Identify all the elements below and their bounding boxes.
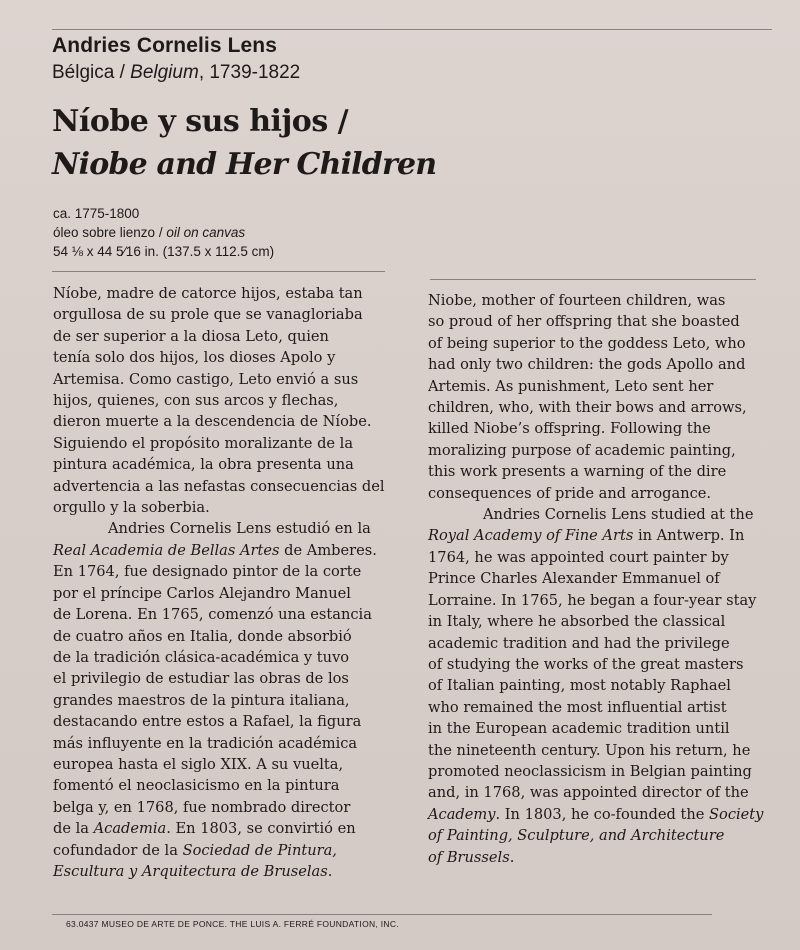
artwork-date: ca. 1775-1800 <box>53 206 140 221</box>
society-name-spanish: Sociedad de Pintura, <box>182 841 337 859</box>
text-line: fomentó el neoclasicismo en la pintura <box>53 777 340 795</box>
text-line: tenía solo dos hijos, los dioses Apolo y <box>53 349 336 367</box>
text-line: consequences of pride and arrogance. <box>428 484 712 502</box>
text-line: Siguiendo el propósito moralizante de la <box>53 434 354 452</box>
text-line: de ser superior a la diosa Leto, quien <box>53 327 329 345</box>
text-line: who remained the most influential artist <box>428 698 727 716</box>
text-line: pintura académica, la obra presenta una <box>53 456 354 474</box>
text-line: grandes maestros de la pintura italiana, <box>53 691 350 709</box>
artwork-medium <box>53 223 274 242</box>
english-column-rule <box>430 279 756 280</box>
spanish-description <box>53 283 393 882</box>
origin-spanish: Bélgica / <box>52 62 131 83</box>
artwork-dimensions: 54 ⅛ x 44 5⁄16 in. (137.5 x 112.5 cm) <box>53 244 275 259</box>
text-line <box>428 847 748 868</box>
text-line: Níobe, madre de catorce hijos, estaba tan <box>53 285 363 302</box>
text-line <box>53 861 393 882</box>
artwork-details <box>53 204 274 261</box>
medium-spanish: óleo sobre lienzo / <box>53 225 167 240</box>
text-line: belga y, en 1768, fue nombrado director <box>53 798 351 816</box>
text-line: dieron muerte a la descendencia de Níobe. <box>53 413 372 431</box>
text-line <box>53 818 393 839</box>
text-line: had only two children: the gods Apollo and <box>428 356 746 374</box>
credit-line: 63.0437 MUSEO DE ARTE DE PONCE. THE LUIS A. FERRÉ FOUNDATION, INC. <box>66 919 399 929</box>
text-line: so proud of her offspring that she boasted <box>428 313 740 331</box>
text-line: hijos, quienes, con sus arcos y flechas, <box>53 392 339 410</box>
origin-english: Belgium <box>130 62 199 83</box>
society-name-spanish-cont: Escultura y Arquitectura de Bruselas <box>53 862 328 880</box>
text-line: Lorraine. In 1765, he began a four-year stay <box>428 591 757 609</box>
text-line: Artemis. As punishment, Leto sent her <box>428 377 714 395</box>
english-paragraph-1 <box>428 290 748 504</box>
english-paragraph-2 <box>428 504 764 868</box>
text-fragment: de Amberes. <box>279 541 377 559</box>
text-line: de la tradición clásica-académica y tuvo <box>53 648 350 666</box>
text-fragment: . <box>327 862 333 880</box>
text-fragment: . <box>509 848 515 866</box>
text-fragment: . In 1803, he co-founded the <box>495 805 710 823</box>
text-line: más influyente en la tradición académica <box>53 734 358 752</box>
english-description <box>428 290 764 868</box>
text-line: Andries Cornelis Lens estudió en la <box>108 520 371 538</box>
text-line: Prince Charles Alexander Emmanuel of <box>428 570 720 588</box>
spanish-column-rule <box>52 271 385 272</box>
academy-name-english: Royal Academy of Fine Arts <box>428 527 634 545</box>
text-line: in Italy, where he absorbed the classical <box>428 613 726 631</box>
academy-italic: Academy <box>428 805 496 823</box>
medium-english: oil on canvas <box>166 225 246 240</box>
text-line <box>428 804 764 825</box>
artist-origin <box>52 62 300 84</box>
text-line: and, in 1768, was appointed director of the <box>428 784 749 802</box>
society-name-english-cont: of Brussels <box>428 848 510 866</box>
text-line: the nineteenth century. Upon his return, he <box>428 741 751 759</box>
artist-dates: , 1739-1822 <box>198 62 301 83</box>
text-line: por el príncipe Carlos Alejandro Manuel <box>53 584 351 602</box>
text-line: killed Niobe’s offspring. Following the <box>428 420 711 438</box>
text-line: academic tradition and had the privilege <box>428 634 730 652</box>
text-line <box>428 825 748 846</box>
text-fragment: cofundador de la <box>53 841 183 859</box>
spanish-paragraph-2 <box>53 518 393 882</box>
text-line: europea hasta el siglo XIX. A su vuelta, <box>53 755 344 773</box>
society-name-english: of Painting, Sculpture, and Architecture <box>428 827 725 845</box>
artwork-title-spanish: Níobe y sus hijos / <box>52 104 349 139</box>
artist-name: Andries Cornelis Lens <box>52 34 277 57</box>
text-line: in the European academic tradition until <box>428 720 730 738</box>
text-line: En 1764, fue designado pintor de la corte <box>53 563 362 581</box>
text-line: of being superior to the goddess Leto, who <box>428 334 746 352</box>
text-line: children, who, with their bows and arrows, <box>428 399 747 417</box>
footer-rule <box>52 914 712 915</box>
text-fragment: in Antwerp. In <box>633 527 745 545</box>
text-line: advertencia a las nefastas consecuencias del <box>53 477 385 495</box>
text-line: el privilegio de estudiar las obras de los <box>53 670 349 688</box>
text-fragment: . En 1803, se convirtió en <box>166 820 356 838</box>
academy-name-spanish: Real Academia de Bellas Artes <box>53 541 280 559</box>
top-rule <box>52 29 772 30</box>
society-italic: Society <box>709 805 764 823</box>
text-line: this work presents a warning of the dire <box>428 463 727 481</box>
text-line <box>53 840 393 861</box>
text-line: of Italian painting, most notably Raphael <box>428 677 731 695</box>
text-line: destacando entre estos a Rafael, la figura <box>53 713 362 731</box>
spanish-paragraph-1 <box>53 283 393 518</box>
text-line: Andries Cornelis Lens studied at the <box>483 506 754 524</box>
text-line: Artemisa. Como castigo, Leto envió a sus <box>53 370 359 388</box>
text-line: 1764, he was appointed court painter by <box>428 548 729 566</box>
text-line: of studying the works of the great masters <box>428 655 744 673</box>
text-line: promoted neoclassicism in Belgian painting <box>428 762 752 780</box>
artwork-title-english: Niobe and Her Children <box>52 147 437 182</box>
text-line: orgullo y la soberbia. <box>53 499 210 517</box>
text-line: moralizing purpose of academic painting, <box>428 441 736 459</box>
text-line: Niobe, mother of fourteen children, was <box>428 292 726 309</box>
text-line: de Lorena. En 1765, comenzó una estancia <box>53 606 372 624</box>
text-line: orgullosa de su prole que se vanagloriaba <box>53 306 363 324</box>
academia-italic: Academia <box>93 820 167 838</box>
text-line <box>428 525 748 546</box>
text-line <box>53 540 393 561</box>
text-line: de cuatro años en Italia, donde absorbió <box>53 627 352 645</box>
text-fragment: de la <box>53 820 94 838</box>
